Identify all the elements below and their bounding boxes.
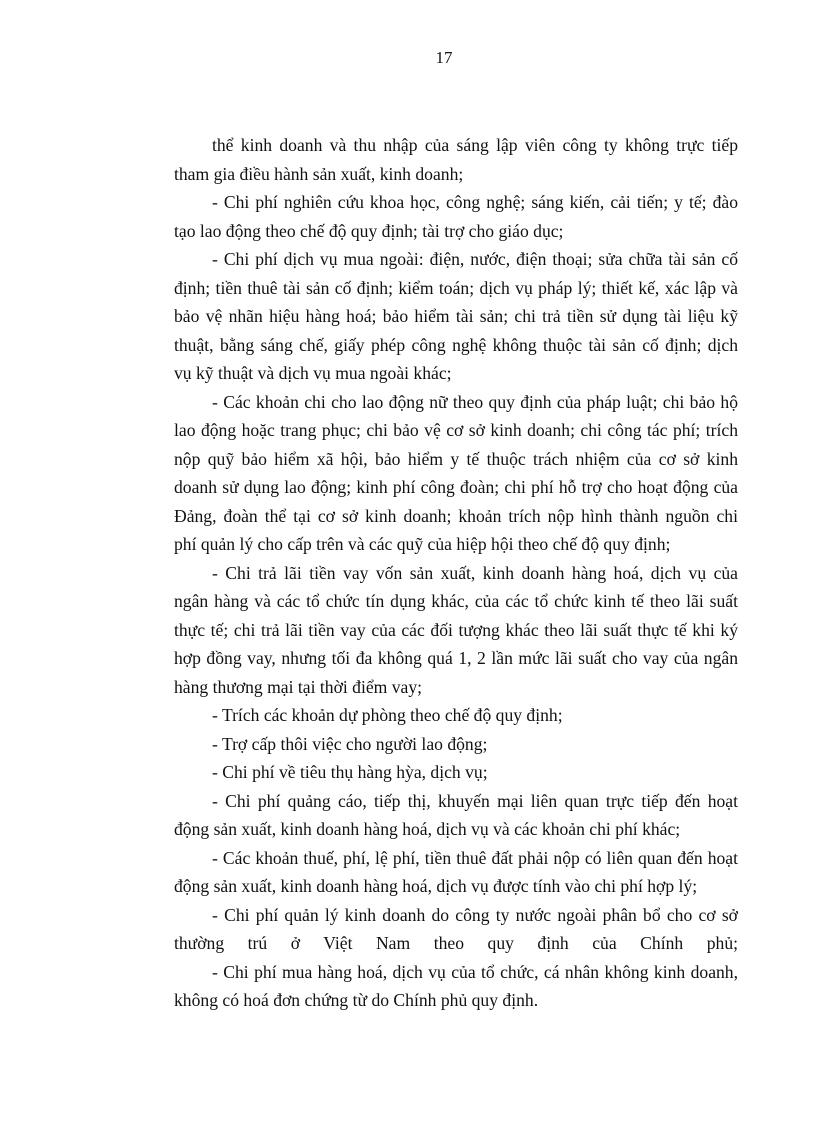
paragraph: [136, 559, 738, 702]
text-line: - Chi phí về tiêu thụ hàng hỳa, dịch vụ;: [212, 762, 488, 782]
text-line: tạo lao động theo chế độ quy định; tài trợ cho giáo dục;: [174, 220, 564, 241]
text-line: - Chi phí nghiên cứu khoa học, công nghệ; sáng kiến, cải tiến; y tế; đào: [212, 192, 738, 212]
text-line: động sản xuất, kinh doanh hàng hoá, dịch vụ được tính vào chi phí hợp lý;: [174, 876, 698, 896]
text-line: - Trích các khoản dự phòng theo chế độ quy định;: [212, 705, 563, 725]
text-line: - Chi phí dịch vụ mua ngoài: điện, nước, điện thoại; sửa chữa tài sản cố: [212, 249, 738, 269]
text-line: ngân hàng và các tổ chức tín dụng khác, của các tổ chức kinh tế theo lãi suất: [174, 591, 738, 611]
text-line: - Chi phí quảng cáo, tiếp thị, khuyến mại liên quan trực tiếp đến hoạt: [212, 790, 738, 811]
text-line: - Trợ cấp thôi việc cho người lao động;: [212, 733, 488, 754]
paragraph: [136, 844, 738, 901]
text-line: thuật, bằng sáng chế, giấy phép công nghệ không thuộc tài sản cố định; dịch: [174, 334, 738, 355]
paragraph: [136, 758, 738, 787]
text-line: - Chi phí quản lý kinh doanh do công ty nước ngoài phân bổ cho cơ sở: [212, 904, 738, 925]
text-line: - Chi phí mua hàng hoá, dịch vụ của tổ chức, cá nhân không kinh doanh,: [212, 961, 738, 982]
text-line: thực tế; chi trả lãi tiền vay của các đối tượng khác theo lãi suất thực tế khi ký: [174, 619, 738, 640]
paragraph: [136, 245, 738, 388]
text-line: doanh sử dụng lao động; kinh phí công đoàn; chi phí hỗ trợ cho hoạt động của: [174, 477, 738, 497]
text-line: bảo vệ nhãn hiệu hàng hoá; bảo hiểm tài sản; chi trả tiền sử dụng tài liệu kỹ: [174, 306, 738, 326]
paragraph: [136, 131, 738, 188]
text-line: - Chi trả lãi tiền vay vốn sản xuất, kinh doanh hàng hoá, dịch vụ của: [212, 562, 738, 583]
text-line: không có hoá đơn chứng từ do Chính phủ quy định.: [174, 990, 539, 1010]
document-body: [136, 131, 738, 1015]
paragraph: [136, 787, 738, 844]
text-line: vụ kỹ thuật và dịch vụ mua ngoài khác;: [174, 363, 452, 383]
text-line: thể kinh doanh và thu nhập của sáng lập viên công ty không trực tiếp: [212, 135, 738, 155]
page-number: 17: [435, 48, 453, 67]
paragraph: [136, 901, 738, 958]
text-line: định; tiền thuê tài sản cố định; kiểm toán; dịch vụ pháp lý; thiết kế, xác lập và: [174, 277, 738, 298]
paragraph: [136, 388, 738, 559]
text-line: động sản xuất, kinh doanh hàng hoá, dịch vụ và các khoản chi phí khác;: [174, 819, 681, 839]
paragraph: [136, 701, 738, 730]
text-line: tham gia điều hành sản xuất, kinh doanh;: [174, 163, 464, 184]
text-line: nộp quỹ bảo hiểm xã hội, bảo hiểm y tế thuộc trách nhiệm của cơ sở kinh: [174, 448, 738, 469]
text-line: Đảng, đoàn thể tại cơ sở kinh doanh; khoản trích nộp hình thành nguồn chi: [174, 505, 738, 526]
text-line: phí quản lý cho cấp trên và các quỹ của hiệp hội theo chế độ quy định;: [174, 534, 671, 554]
text-line: thường trú ở Việt Nam theo quy định của Chính phủ;: [174, 933, 738, 953]
text-line: - Các khoản chi cho lao động nữ theo quy định của pháp luật; chi bảo hộ: [212, 391, 738, 412]
text-line: - Các khoản thuế, phí, lệ phí, tiền thuê đất phải nộp có liên quan đến hoạt: [212, 847, 738, 868]
text-line: hàng thương mại tại thời điểm vay;: [174, 676, 423, 697]
paragraph: [136, 958, 738, 1015]
text-line: lao động hoặc trang phục; chi bảo vệ cơ sở kinh doanh; chi công tác phí; trích: [174, 420, 738, 440]
paragraph: [136, 188, 738, 245]
text-line: hợp đồng vay, nhưng tối đa không quá 1, 2 lần mức lãi suất cho vay của ngân: [174, 648, 738, 668]
paragraph: [136, 730, 738, 759]
